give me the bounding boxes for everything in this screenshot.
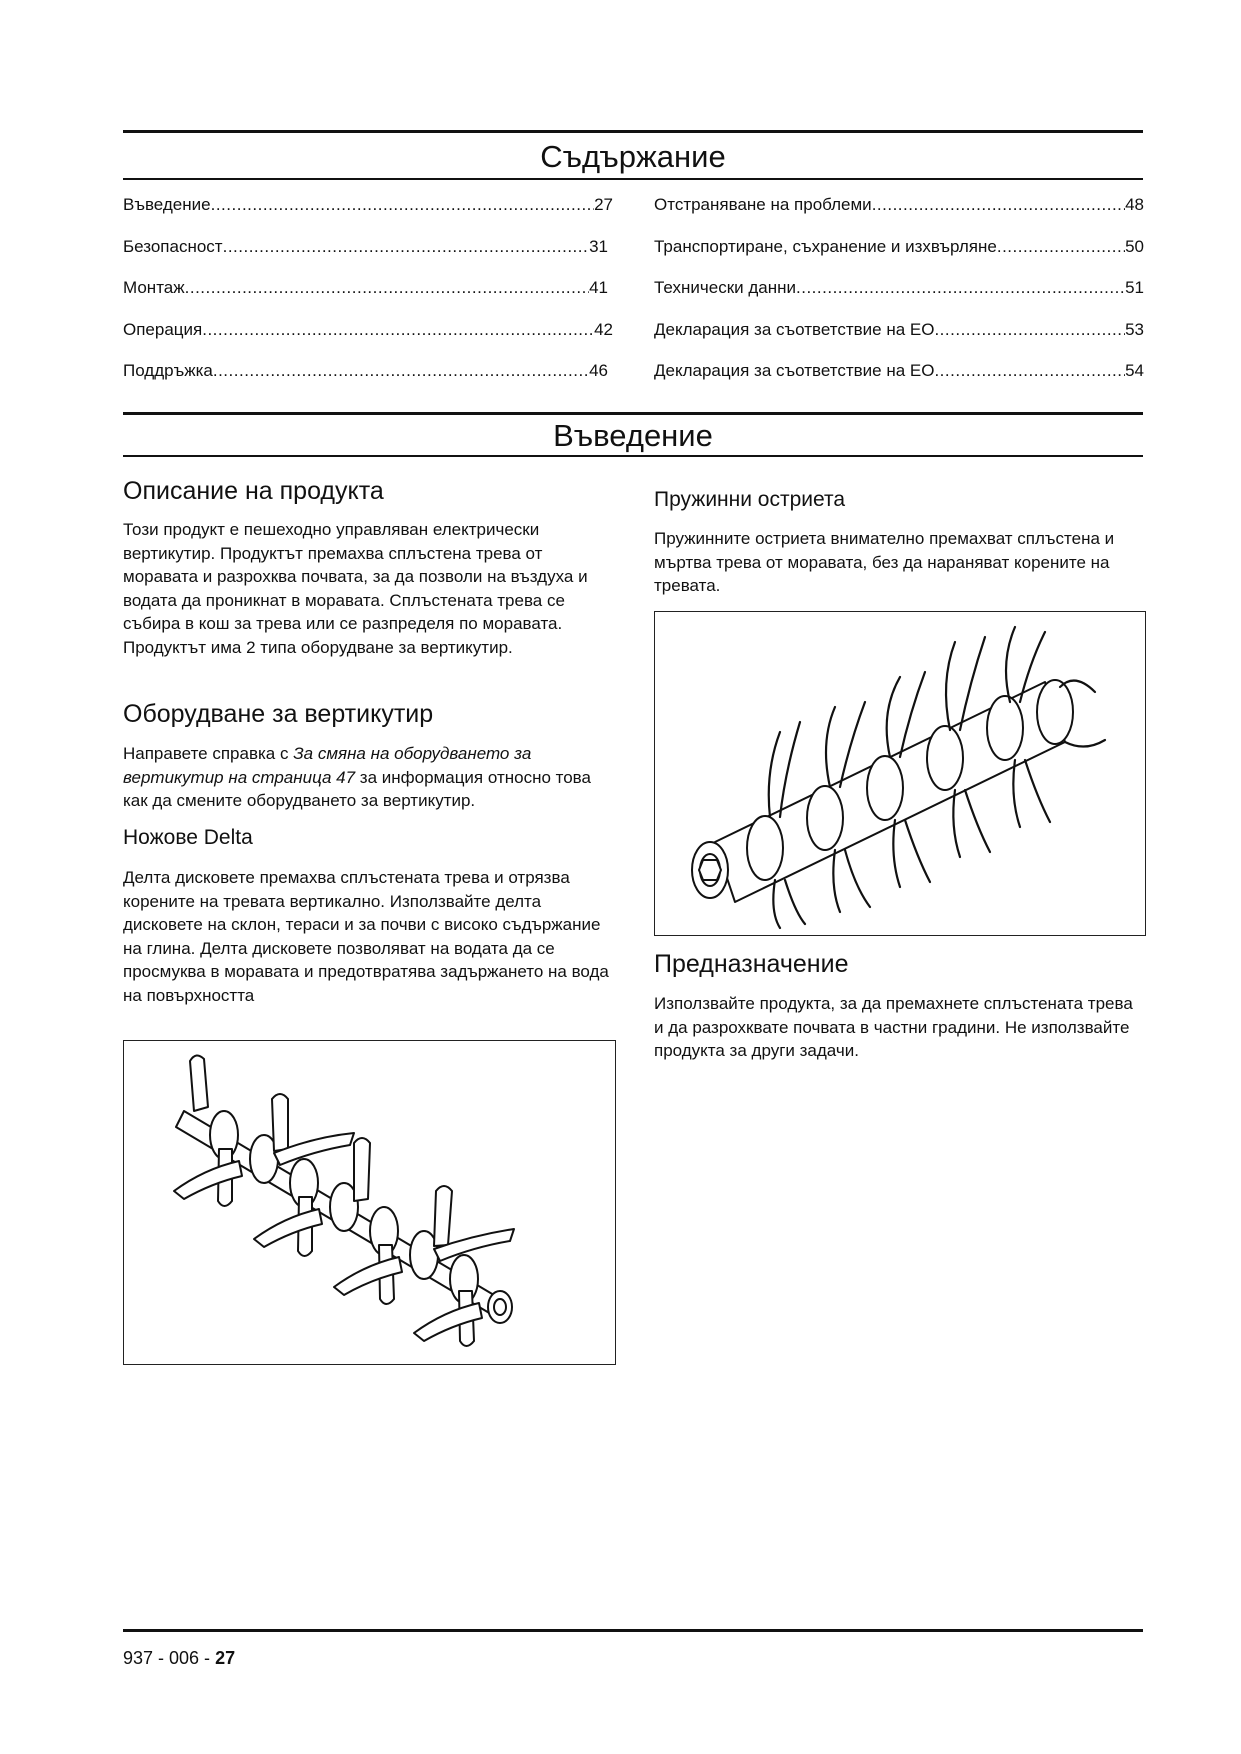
delta-text: Делта дисковете премахва сплъстената трева и отрязва корените на тревата вертикално. Използвайте делта дисковете на склон, тераси и за почви с високо съдържание на глина. Делта дисковете позволяват на водата да се просмуква в моравата и предотвратява задържането на вода на повърхността xyxy=(123,868,609,1005)
delta-blades-figure xyxy=(123,1040,616,1365)
toc-entry-label: Отстраняване на проблеми xyxy=(654,195,872,214)
footer-doc-number: 937 - 006 - xyxy=(123,1648,211,1668)
toc-entry-page: 50 xyxy=(1125,237,1144,256)
toc-entry-label: Операция xyxy=(123,320,203,339)
toc-entry[interactable] xyxy=(654,361,1144,381)
toc-entry[interactable] xyxy=(654,237,1144,257)
toc-entry-page: 53 xyxy=(1125,320,1144,339)
toc-entry-page: 51 xyxy=(1125,278,1144,297)
equipment-text xyxy=(123,742,618,813)
toc-entry[interactable] xyxy=(123,320,613,340)
toc-entry-label: Транспортиране, съхранение и изхвърляне xyxy=(654,237,997,256)
intro-top-rule xyxy=(123,412,1143,415)
toc-top-rule xyxy=(123,130,1143,133)
spring-tines-heading: Пружинни остриета xyxy=(654,488,846,511)
product-description-heading: Описание на продукта xyxy=(123,477,384,505)
toc-entry-page: 54 xyxy=(1125,361,1144,380)
toc-entry[interactable] xyxy=(654,320,1144,340)
toc-entry-page: 41 xyxy=(589,278,608,297)
equipment-text-before: Направете справка с xyxy=(123,744,294,763)
equipment-text-after: за информация относно това как да смените оборудването за вертикутир. xyxy=(123,767,591,810)
toc-entry[interactable] xyxy=(123,237,608,257)
toc-entry-label: Монтаж xyxy=(123,278,185,297)
footer-page-number: 27 xyxy=(215,1648,236,1668)
toc-entry-label: Технически данни xyxy=(654,278,797,297)
toc-entry[interactable] xyxy=(123,278,608,298)
footer-rule xyxy=(123,1629,1143,1632)
toc-entry-label: Декларация за съответствие на ЕО xyxy=(654,361,935,380)
footer xyxy=(123,1648,235,1669)
toc-entry-page: 48 xyxy=(1125,195,1144,214)
toc-entry-label: Безопасност xyxy=(123,237,223,256)
delta-blades-illustration xyxy=(124,1041,614,1363)
intended-use-heading: Предназначение xyxy=(654,950,849,978)
spring-tines-text: Пружинните остриета внимателно премахват сплъстена и мъртва трева от моравата, без да нараняват корените на тревата. xyxy=(654,529,1115,595)
intro-bottom-rule xyxy=(123,455,1143,457)
toc-entry-label: Поддръжка xyxy=(123,361,213,380)
equipment-heading: Оборудване за вертикутир xyxy=(123,700,434,728)
intro-title: Въведение xyxy=(553,418,713,453)
toc-entry[interactable] xyxy=(123,361,608,381)
toc-entry-page: 31 xyxy=(589,237,608,256)
toc-title: Съдържание xyxy=(540,139,726,174)
toc-entry-page: 42 xyxy=(594,320,613,339)
toc-entry-page: 27 xyxy=(594,195,613,214)
spring-tines-illustration xyxy=(655,612,1144,934)
toc-entry[interactable] xyxy=(654,278,1144,298)
toc-bottom-rule xyxy=(123,178,1143,180)
spring-tines-figure xyxy=(654,611,1146,936)
toc-entry-page: 46 xyxy=(589,361,608,380)
product-description-text: Този продукт е пешеходно управляван електрически вертикутир. Продуктът премахва сплъстена трева от моравата и разрохква почвата, за да позволи на въздуха и водата да проникнат в моравата. Сплъстената трева се събира в кош за трева или се разпределя по моравата. Продуктът има 2 типа оборудване за вертикутир. xyxy=(123,520,588,657)
delta-heading: Ножове Delta xyxy=(123,826,253,849)
toc-entry-label: Декларация за съответствие на ЕО xyxy=(654,320,935,339)
toc-entry[interactable] xyxy=(123,195,613,215)
equipment-cross-reference-link[interactable]: За смяна на оборудването за вертикутир на страница 47 xyxy=(123,744,532,787)
toc-entry[interactable] xyxy=(654,195,1144,215)
toc-entry-label: Въведение xyxy=(123,195,211,214)
intended-use-text: Използвайте продукта, за да премахнете сплъстената трева и да разрохквате почвата в частни градини. Не използвайте продукта за други задачи. xyxy=(654,994,1133,1060)
